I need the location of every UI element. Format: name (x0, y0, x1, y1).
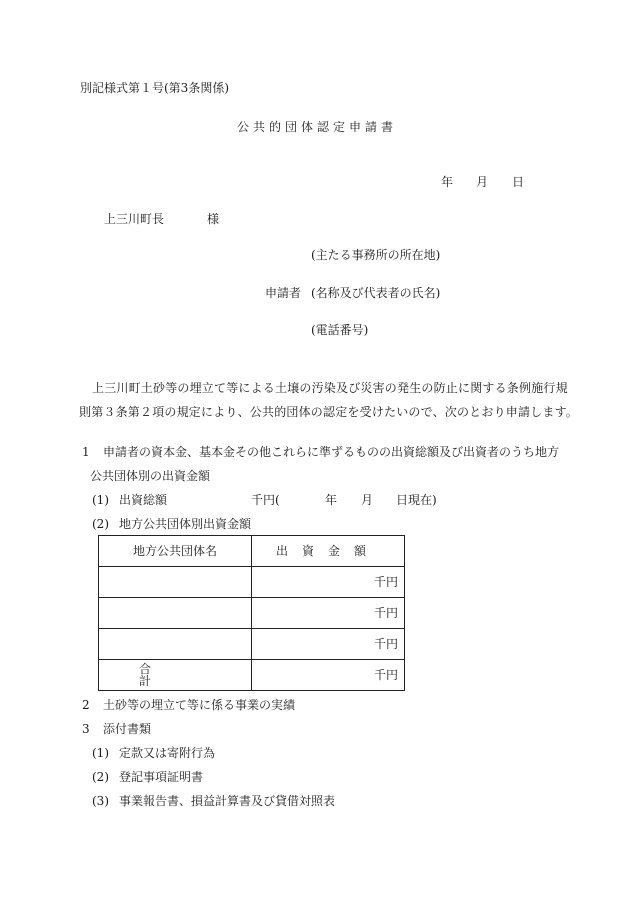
section-1-item-1-unit: 千円( (251, 493, 280, 507)
addressee-honorific: 様 (207, 212, 220, 226)
section-2-text: 土砂等の埋立て等に係る事業の実績 (103, 698, 296, 712)
section-1-item-2-number: (2) (92, 517, 109, 531)
amount-cell[interactable]: 千円 (252, 598, 405, 629)
government-name-cell[interactable] (99, 567, 252, 598)
attachment-item-3-text: 事業報告書、損益計算書及び貸借対照表 (119, 794, 336, 808)
amount-cell[interactable]: 千円 (252, 567, 405, 598)
applicant-phone-label: (電話番号) (311, 323, 369, 337)
column-header-government: 地方公共団体名 (99, 536, 252, 567)
table-total-row (99, 660, 405, 691)
table-row (99, 629, 405, 660)
applicant-prefix: 申請者 (265, 286, 302, 300)
page-title: 公共的団体認定申請書 (237, 120, 398, 134)
section-1-item-1-month: 月 (361, 493, 374, 507)
section-1-item-2-label: 地方公共団体別出資金額 (119, 517, 252, 531)
section-2-number: 2 (82, 698, 90, 712)
column-header-amount: 出資金額 (252, 536, 405, 567)
attachment-item-1-text: 定款又は寄附行為 (119, 746, 216, 760)
form-reference: 別記様式第１号(第3条関係) (80, 81, 229, 95)
attachment-item-2-number: (2) (92, 770, 109, 784)
body-line-2: 則第３条第２項の規定により、公共的団体の認定を受けたいので、次のとおり申請します。 (79, 405, 579, 419)
amount-cell[interactable]: 千円 (252, 629, 405, 660)
section-1-item-1-label: 出資総額 (119, 493, 168, 507)
section-1-item-1-number: (1) (92, 493, 109, 507)
section-1-item-1-year: 年 (325, 493, 338, 507)
total-amount-cell[interactable]: 千円 (252, 660, 405, 691)
government-name-cell[interactable] (99, 629, 252, 660)
attachment-item-1-number: (1) (92, 746, 109, 760)
government-name-cell[interactable] (99, 598, 252, 629)
addressee-name: 上三川町長 (104, 212, 165, 226)
date-year-label: 年 (441, 175, 454, 189)
section-1-number: 1 (82, 445, 90, 459)
date-day-label: 日 (512, 175, 525, 189)
date-month-label: 月 (476, 175, 489, 189)
table-row (99, 567, 405, 598)
section-1-line-1: 申請者の資本金、基本金その他これらに準ずるものの出資総額及び出資者のうち地方 (103, 445, 560, 459)
section-1-line-2: 公共団体別の出資金額 (90, 469, 211, 483)
section-1-item-1-suffix: 日現在) (396, 493, 437, 507)
table-header-row (99, 536, 405, 567)
applicant-name-label: (名称及び代表者の氏名) (311, 286, 441, 300)
attachment-item-2-text: 登記事項証明書 (119, 770, 204, 784)
investment-table (98, 535, 405, 691)
total-label: 合計 (99, 660, 252, 691)
applicant-address-label: (主たる事務所の所在地) (311, 248, 441, 262)
section-3-number: 3 (82, 722, 90, 736)
section-3-text: 添付書類 (103, 722, 152, 736)
body-line-1: 上三川町土砂等の埋立て等による土壌の汚染及び災害の発生の防止に関する条例施行規 (92, 381, 568, 395)
table-row (99, 598, 405, 629)
attachment-item-3-number: (3) (92, 794, 109, 808)
